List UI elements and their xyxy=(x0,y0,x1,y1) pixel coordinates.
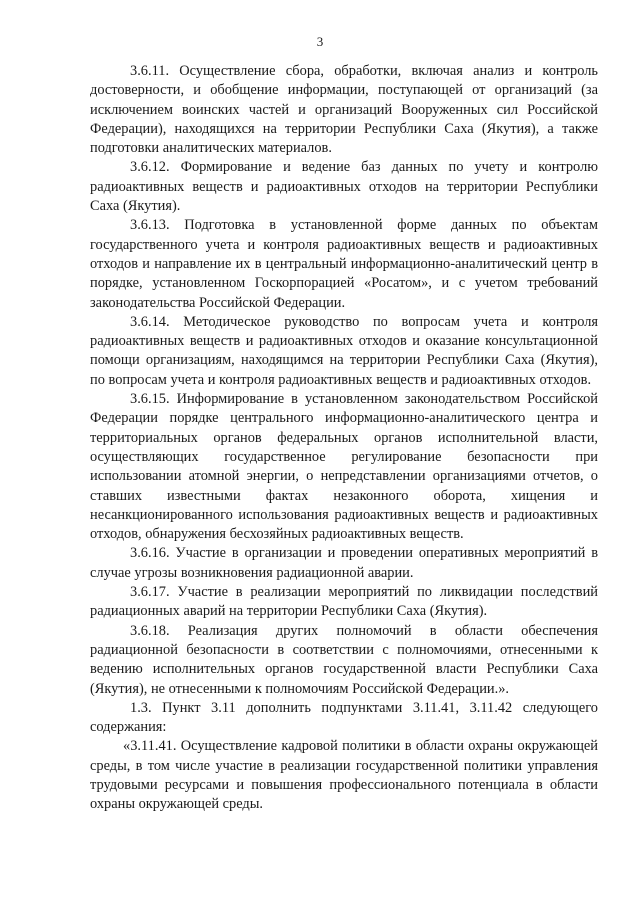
paragraph-3-6-13: 3.6.13. Подготовка в установленной форме данных по объектам государственного учета и контроля радиоактивных веществ и радиоактивных отходов и направление их в центральный информационно-аналитический центр в порядке, установленном Госкорпорацией «Росатом», и с учетом требований законодательства Российской Федерации. xyxy=(90,217,598,311)
document-body xyxy=(90,62,598,815)
page-number: 3 xyxy=(316,34,324,49)
paragraph-3-6-16: 3.6.16. Участие в организации и проведении оперативных мероприятий в случае угрозы возникновения радиационной аварии. xyxy=(90,545,598,581)
paragraph-3-6-15: 3.6.15. Информирование в установленном законодательством Российской Федерации порядке центрального информационно-аналитического центра и территориальных органов федеральных органов исполнительной власти, осуществляющих государственное регулирование безопасности при использовании атомной энергии, о непредставлении организациями отчетов, о ставших известными фактах незаконного оборота, хищения и несанкционированного использования радиоактивных веществ и радиоактивных отходов, обнаружения бесхозяйных радиоактивных веществ. xyxy=(90,391,598,543)
paragraph-3-6-17: 3.6.17. Участие в реализации мероприятий по ликвидации последствий радиационных аварий на территории Республики Саха (Якутия). xyxy=(90,584,598,620)
paragraph-3-6-11: 3.6.11. Осуществление сбора, обработки, включая анализ и контроль достоверности, и обобщение информации, поступающей от организаций (за исключением воинских частей и организаций Вооруженных сил Российской Федерации), находящихся на территории Республики Саха (Якутия), а также подготовки аналитических материалов. xyxy=(90,63,598,157)
paragraph-3-6-14: 3.6.14. Методическое руководство по вопросам учета и контроля радиоактивных веществ и радиоактивных отходов и оказание консультационной помощи организациям, находящимся на территории Республики Саха (Якутия), по вопросам учета и контроля радиоактивных веществ и радиоактивных отходов. xyxy=(90,313,598,388)
paragraph-3-11-41: «3.11.41. Осуществление кадровой политики в области охраны окружающей среды, в том числе участие в реализации государственной политики управления трудовыми ресурсами и повышения профессионального потенциала в области охраны окружающей среды. xyxy=(90,738,598,813)
paragraph-3-6-12: 3.6.12. Формирование и ведение баз данных по учету и контролю радиоактивных веществ и радиоактивных отходов на территории Республики Саха (Якутия). xyxy=(90,159,598,215)
paragraph-3-6-18: 3.6.18. Реализация других полномочий в области обеспечения радиационной безопасности в соответствии с полномочиями, отнесенными к ведению исполнительных органов государственной власти Республики Саха (Якутия), не отнесенными к полномочиям Российской Федерации.». xyxy=(90,622,598,697)
paragraph-1-3: 1.3. Пункт 3.11 дополнить подпунктами 3.11.41, 3.11.42 следующего содержания: xyxy=(90,699,598,736)
